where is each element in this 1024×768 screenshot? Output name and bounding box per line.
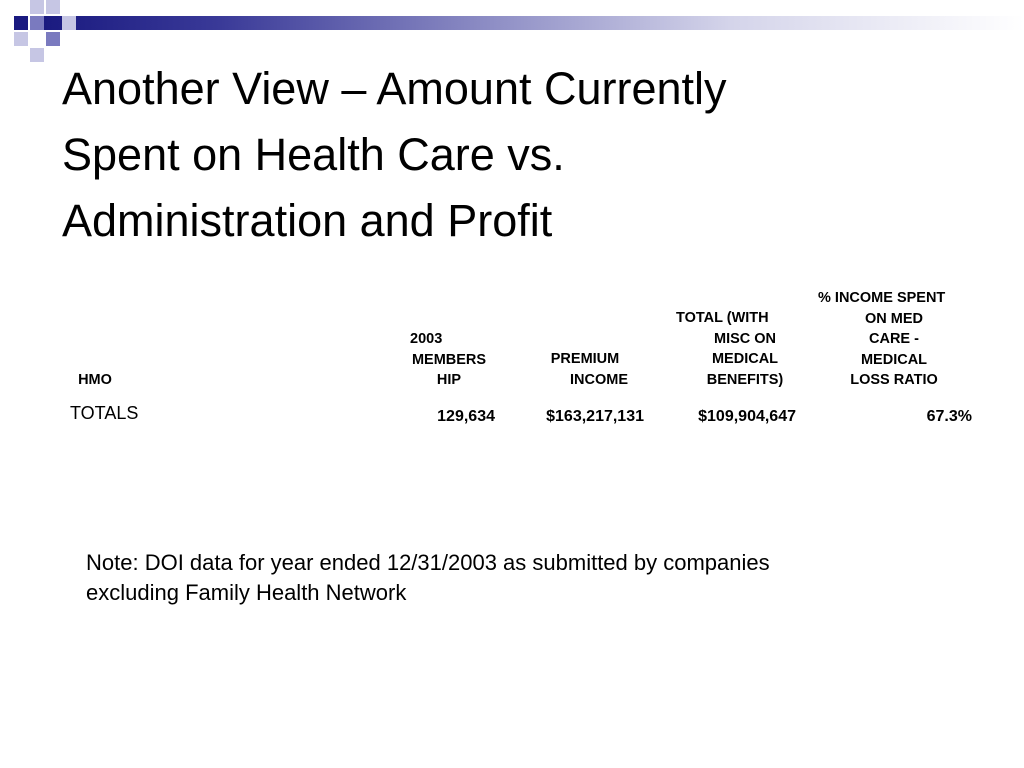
ornament-square: [46, 32, 60, 46]
header-line: LOSS RATIO: [850, 372, 938, 388]
ornament-square: [30, 16, 44, 30]
header-line: BENEFITS): [706, 371, 784, 388]
table-row-label: TOTALS: [70, 403, 139, 423]
footnote-line: excluding Family Health Network: [86, 580, 407, 605]
slide-title: [62, 56, 962, 254]
header-line: % INCOME SPENT: [818, 290, 946, 306]
header-line: ON MED: [865, 310, 923, 327]
header-line: INCOME: [570, 371, 628, 388]
footnote-line: Note: DOI data for year ended 12/31/2003 as submitted by companies: [86, 550, 770, 575]
cell-members: 129,634: [437, 408, 495, 425]
slide-title-line: Spent on Health Care vs.: [62, 129, 565, 180]
footnote: [86, 548, 946, 608]
header-line: 2003: [410, 331, 443, 347]
header-line: TOTAL (WITH: [676, 310, 769, 326]
ornament-square: [30, 0, 44, 14]
column-header-total: [670, 308, 820, 390]
slide-title-line: Administration and Profit: [62, 195, 553, 246]
cell-ratio: 67.3%: [926, 408, 972, 425]
ornament-square: [46, 0, 60, 14]
slide-title-line: Another View – Amount Currently: [62, 63, 727, 114]
header-line: PREMIUM: [550, 351, 620, 367]
column-header-ratio: [812, 288, 976, 391]
column-header-hmo: [66, 370, 124, 391]
column-header-members: [394, 329, 504, 391]
cell-total: $109,904,647: [698, 408, 796, 425]
column-header-premium: [530, 349, 640, 390]
ornament-square: [62, 16, 76, 30]
header-line: MISC ON: [713, 330, 777, 347]
slide-header-ornament: [0, 0, 1024, 48]
header-line: HIP: [436, 372, 462, 388]
ornament-square: [14, 32, 28, 46]
cell-premium: $163,217,131: [546, 408, 644, 425]
header-line: HMO: [78, 372, 112, 388]
header-line: MEDICAL: [860, 351, 928, 368]
header-line: MEDICAL: [711, 351, 779, 367]
header-line: CARE -: [869, 331, 919, 347]
ornament-square: [30, 48, 44, 62]
header-line: MEMBERS: [411, 351, 487, 368]
ornament-square: [14, 16, 28, 30]
header-gradient-band: [44, 16, 1024, 30]
